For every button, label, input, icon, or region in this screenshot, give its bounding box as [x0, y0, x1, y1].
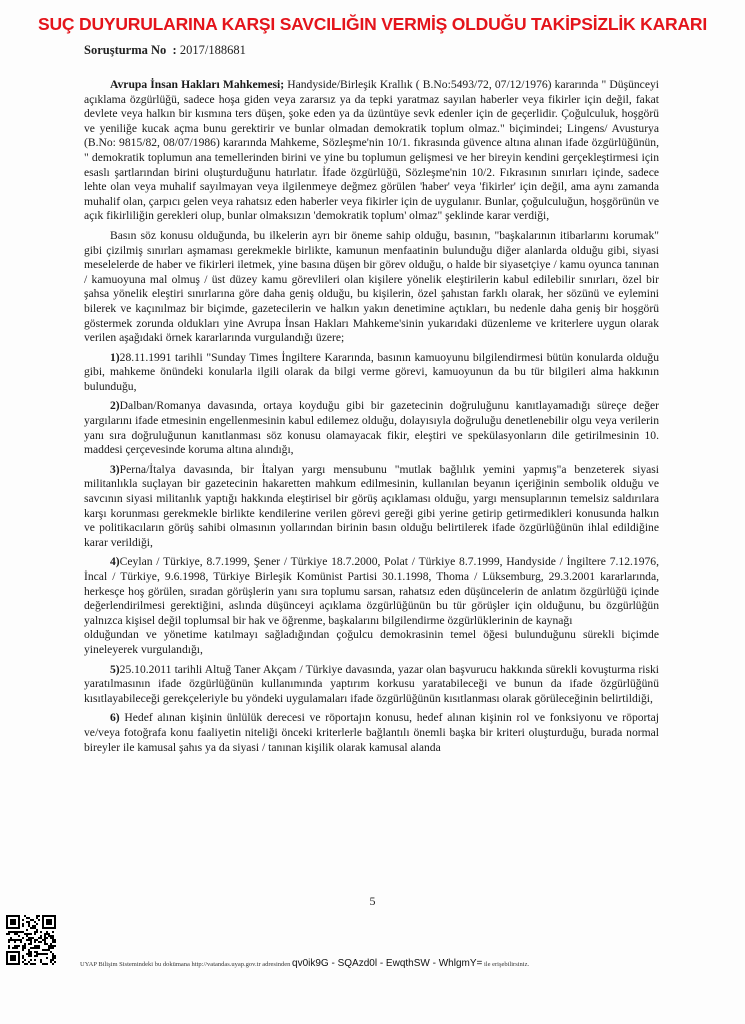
paragraph-text: Ceylan / Türkiye, 8.7.1999, Şener / Türkiye 18.7.2000, Polat / Türkiye 8.7.1999, Handyside / İngiltere 7.12.1976, İncal / Türkiye, 9.6.1998, Türkiye Birleşik Komünist Partisi 30.1.1998, Thoma / Lüksemburg, 29.3.2001 kararlarında, herkesçe hoş görülen, sıradan görüşlerin yanı sıra toplumu sarsan, rahatsız eden düşüncelerin de anlatım özgürlüğü içinde değerlendirilmesi gerektiğini, aslında düşünceyi açıklama özgürlüğünün bu tür görüşler için olduğunu, bu özgürlüğün yalnızca kişisel değil toplumsal bir hak ve öğrenme, başkalarını bilgilendirme özgürlüklerinin de kaynağı [84, 555, 659, 627]
paragraph-lead: 1) [110, 350, 120, 364]
paragraph-text: Perna/İtalya davasında, bir İtalyan yargı mensubunu "mutlak bağlılık yemini yapmış"a benzeterek siyasi militanlıkla suçlayan bir gazetecinin hakaretten mahkum edilmesinin, kullanılan beyanın içeriğinin sembolik olduğu ve savcının siyasi militanlık yaptığı hakkında eleştirisel bir görüş açıklaması olduğu, yargı mensuplarının temelsiz saldırılara karşı korunması gerekmekle birlikte kendilerine verilen görevi gereği gibi yerine getirip getirmedikleri konusunda halkın ve politikacıların görüş sahibi olmasının yollarından birinin basın olduğu belirtilerek ifade özgürlüğünün ihlal edildiğine karar verildiği, [84, 462, 659, 549]
body-paragraph [84, 628, 659, 657]
body-paragraph [84, 78, 659, 224]
paragraph-text: olduğundan ve yönetime katılmayı sağladığından çoğulcu demokrasinin temel öğesi bulunduğunu sürekli biçimde yineleyerek vurgulandığı, [84, 628, 659, 656]
document-body [84, 78, 659, 760]
footer-suffix: ile erişebilirsiniz. [483, 961, 530, 968]
body-paragraph [84, 229, 659, 346]
investigation-number [84, 43, 246, 58]
paragraph-text: 28.11.1991 tarihli "Sunday Times İngiltere Kararında, basının kamuoyunu bilgilendirmesi bütün konularda olduğu gibi, mahkeme önündeki konularla ilgili olarak da bilgi verme görevi, kamuoyunun da bu tür bilgileri alma hakkının bulunduğu, [84, 350, 659, 393]
paragraph-lead: 2) [110, 399, 120, 413]
investigation-label: Soruşturma No [84, 43, 167, 57]
paragraph-text: Basın söz konusu olduğunda, bu ilkelerin ayrı bir öneme sahip olduğu, basının, "başkalarının itibarlarını korumak" gibi çizilmiş sınırları aşmaması gerekmekle birlikte, kamunun menfaatinin bulunduğu diğer alanlarda olduğu gibi, siyasi meselelerde de haber ve fikirleri iletmek, yine basına düşen bir görev olduğu, o halde bir siyasetçiye / kamu oyunca tanınan / kamuoyuna mal olmuş / üst düzey kamu görevlileri olan kişilere yönelik eleştirilerin kabul edilebilir sınırları, özel bir şahsa yönelik eleştiri sınırlarına göre daha geniş olduğu, bu kişilerin, özel şahıstan farklı olarak, her sözünü ve eylemini bilerek ve kaçınılmaz bir biçimde, gazetecilerin ve halkın yakın denetimine açtıkları, bu nedenle daha geniş bir hoşgörü göstermek zorunda oldukları yine Avrupa İnsan Hakları Mahkeme'sinin yukarıdaki düzenleme ve kriterlere uygun olarak verilen aşağıdaki örnek kararlarında vurgulandığı üzere; [84, 228, 659, 345]
paragraph-text: Handyside/Birleşik Krallık ( B.No:5493/72, 07/12/1976) kararında " Düşünceyi açıklama özgürlüğü, sadece hoşa giden veya zararsız ya da tepki yaratmaz sayılan haberler veya fikirler için değil, fakat devlete veya halkın bir kısmına ters düşen, şoke eden ya da üzüntüye sevk edenler için de geçerlidir. Çoğulculuk, hoşgörü ve yeniliğe kucak açma bunu gerektirir ve bunlar olmadan demokratik toplum olmaz." biçimindei; Lingens/ Avusturya (B.No: 9815/82, 08/07/1986) kararında Mahkeme, Sözleşme'nin 10/1. fıkrasında güvence altına alınan ifade özgürlüğünün, " demokratik toplumun ana temellerinden birini ve yine bu toplumun gelişmesi ve her bireyin kendini gerçekleştirmesi için esaslı şartlarından birini oluşturduğunu hatırlatır. İfade özgürlüğü, Sözleşme'nin 10/2. Fıkrasının sınırları içinde, sadece lehte olan veya muhalif sayılmayan veya ilgilenmeye değmez görülen 'haber' veya 'fikirler' için değil, ama aynı zamanda muhalif olan, çarpıcı gelen veya rahatsız eden haberler veya fikirler için de uygulanır. Bunlar, çoğulculuğun, hoşgörünün ve açık fikirliliğin gerekleri olup, bunlar olmaksızın 'demokratik toplum' olmaz" şeklinde karar verdiği, [84, 78, 659, 223]
paragraph-lead: Avrupa İnsan Hakları Mahkemesi; [110, 78, 285, 91]
body-paragraph [84, 711, 659, 755]
footer-text: UYAP Bilişim Sistemindeki bu dokümana http://vatandas.uyap.gov.tr adresinden [80, 961, 291, 968]
page-number: 5 [369, 894, 376, 908]
body-paragraph [84, 663, 659, 707]
qr-code-icon [6, 915, 56, 965]
paragraph-text: Hedef alınan kişinin ünlülük derecesi ve röportajın konusu, hedef alınan kişinin rol ve fonksiyonu ve röportaj ve/veya fotoğrafa konu faaliyetin niteliği önceki kriterlerle bağlantılı önemli başka bir kriteri oluşturduğu, burada normal bireyler ile kamusal şahıs ya da siyasi / tanınan kişilik olarak kamusal alanda [84, 711, 659, 754]
investigation-value: 2017/188681 [179, 43, 246, 57]
paragraph-text: Dalban/Romanya davasında, ortaya koyduğu gibi bir gazetecinin doğruluğunu kanıtlayamadığı süreçe değer yargılarını ifade etmesinin engellenmesinin kabul edilemez olduğu, dolayısıyla doğruluğu denetlenebilir olgu veya verilerin yanı sıra doğruluğunun kanıtlanması söz konusu olamayacak fikir, eleştiri ve spekülasyonların dile getirilmesinin 10. maddesi çerçevesinde koruma altına alındığı, [84, 399, 659, 457]
paragraph-lead: 5) [110, 662, 120, 676]
footer-access-code: qv0ik9G - SQAzd0l - EwqthSW - WhlgmY= [292, 958, 483, 969]
paragraph-lead: 3) [110, 462, 120, 476]
uyap-footer [80, 958, 680, 969]
body-paragraph [84, 351, 659, 395]
body-paragraph [84, 555, 659, 628]
paragraph-text: 25.10.2011 tarihli Altuğ Taner Akçam / Türkiye davasında, yazar olan başvurucu hakkında sürekli kovuşturma riski yaratılmasının ifade özgürlüğünün kullanımında yaptırım korkusu yaratabileceği ve bunun da ifade özgürlüğünü kısıtlayabileceği gerekçeleriyle bu yöndeki uygulamaları ifade özgürlüğünün kısıtlanması olarak görüleceğinin belirtildiği, [84, 662, 659, 705]
document-title: SUÇ DUYURULARINA KARŞI SAVCILIĞIN VERMİŞ OLDUĞU TAKİPSİZLİK KARARI [38, 14, 707, 34]
body-paragraph [84, 463, 659, 551]
investigation-separator: : [172, 43, 177, 57]
paragraph-lead: 4) [110, 555, 120, 569]
paragraph-lead: 6) [110, 711, 120, 725]
body-paragraph [84, 399, 659, 457]
